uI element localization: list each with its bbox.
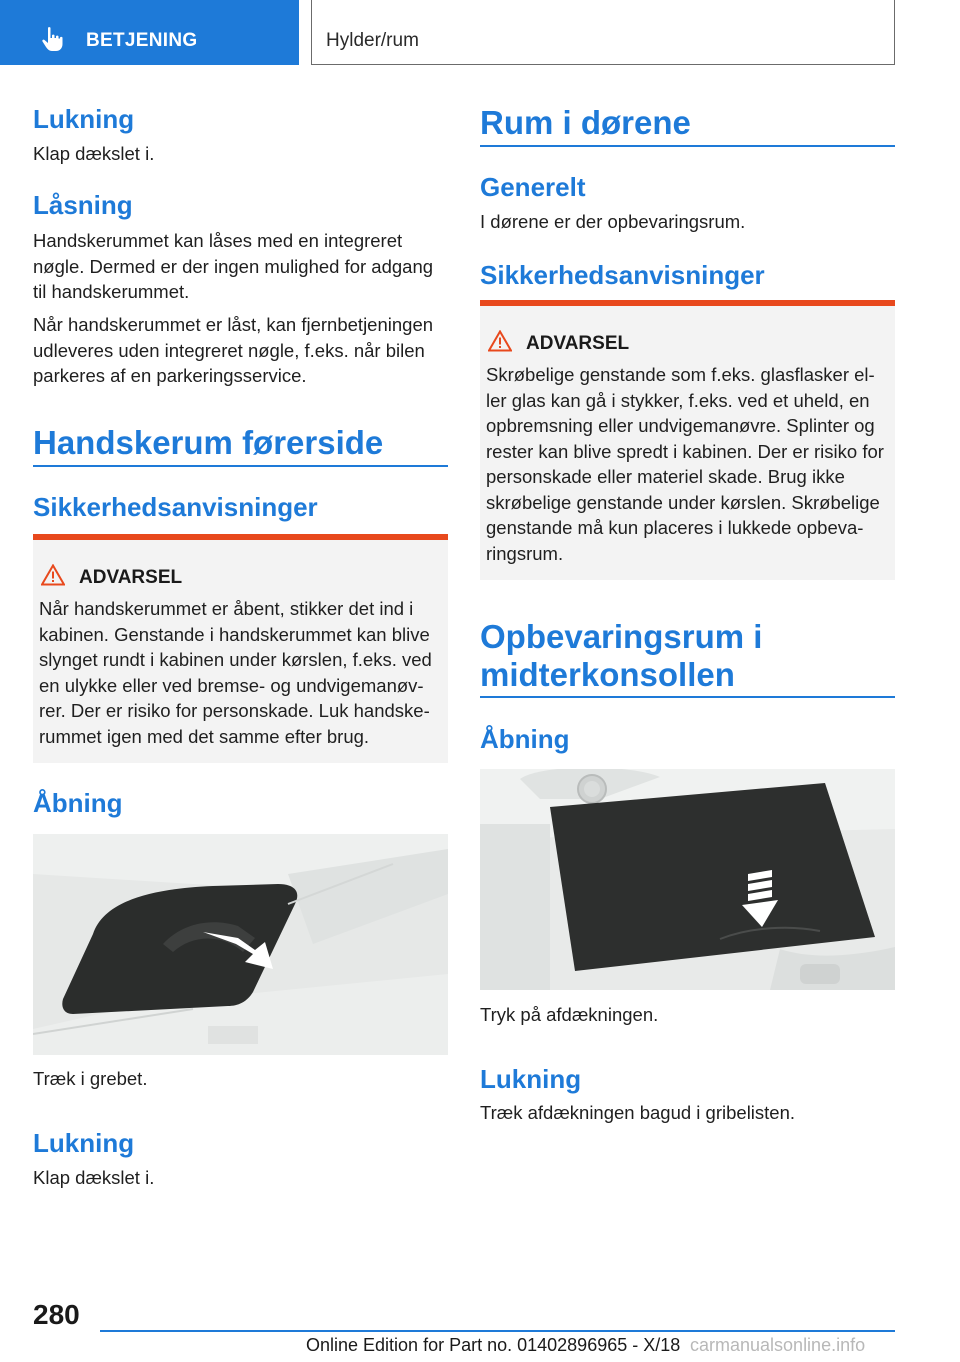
header-chapter-label: Hylder/rum xyxy=(326,30,419,51)
section-title-console: Opbevaringsrum i midterkonsollen xyxy=(480,618,763,693)
warning-triangle-icon xyxy=(488,330,512,352)
closing-text: Træk afdækningen bagud i gribelisten. xyxy=(480,1102,796,1123)
opening-caption: Tryk på afdækningen. xyxy=(480,1004,659,1025)
warning-box xyxy=(480,300,895,580)
console-illustration xyxy=(480,769,895,990)
closing-heading: Lukning xyxy=(33,104,135,134)
hand-pointer-icon xyxy=(40,26,66,52)
warning-box xyxy=(33,534,448,763)
locking-paragraph-2: Når handskerummet er låst, kan fjernbetjeningen udleveres uden integreret nøgle, f.eks. når bilen parkeres af en parkeringsservice. xyxy=(33,314,434,386)
section-title-doors: Rum i dørene xyxy=(480,104,691,141)
section-rule xyxy=(480,145,895,147)
footer-rule xyxy=(100,1330,895,1332)
footer-edition: Online Edition for Part no. 01402896965 - X/18 xyxy=(306,1335,681,1355)
opening-caption: Træk i grebet. xyxy=(33,1068,148,1089)
warning-triangle-icon xyxy=(41,564,65,586)
safety-heading: Sikkerhedsanvisninger xyxy=(33,492,318,522)
opening-heading: Åbning xyxy=(33,788,123,818)
locking-paragraph-1: Handskerummet kan låses med en integreret nøgle. Dermed er der ingen mulighed for adgang til handskerummet. xyxy=(33,230,434,302)
general-heading: Generelt xyxy=(480,172,586,202)
warning-text: Skrøbelige genstande som f.eks. glasflasker el-ler glas kan gå i stykker, f.eks. ved et uheld, en opbremsning eller undvigemanøvre. Splinter og rester kan blive spredt i kabinen. Der er risiko for personskade eller materiel skade. Brug ikke skrøbelige genstande under kørslen. Skrøbelige genstande må kun placeres i lukkede opbeva-ringsrum. xyxy=(486,364,884,564)
closing-text-2: Klap dækslet i. xyxy=(33,1167,155,1188)
warning-text: Når handskerummet er åbent, stikker det ind i kabinen. Genstande i handskerummet kan blive slynget rundt i kabinen under kørslen, f.eks. ved en ulykke eller ved bremse- og undvigemanøv-rer. Der er risiko for personskade. Luk handske-rummet igen med det samme efter brug. xyxy=(39,598,432,747)
locking-heading: Låsning xyxy=(33,190,133,220)
section-title-glovebox: Handskerum førerside xyxy=(33,424,384,461)
closing-heading-2: Lukning xyxy=(33,1128,135,1158)
footer-watermark: carmanualsonline.info xyxy=(690,1335,866,1355)
header-section-tab xyxy=(0,0,299,65)
general-text: I dørene er der opbevaringsrum. xyxy=(480,211,746,232)
opening-heading: Åbning xyxy=(480,724,570,754)
page-number: 280 xyxy=(33,1299,80,1330)
section-rule xyxy=(33,465,448,467)
header-section-label: BETJENING xyxy=(86,30,198,51)
glovebox-illustration xyxy=(33,834,448,1055)
section-rule xyxy=(480,696,895,698)
warning-title: ADVARSEL xyxy=(79,567,183,588)
warning-title: ADVARSEL xyxy=(526,333,630,354)
closing-text: Klap dækslet i. xyxy=(33,143,155,164)
closing-heading: Lukning xyxy=(480,1064,582,1094)
safety-heading: Sikkerhedsanvisninger xyxy=(480,260,765,290)
header-chapter xyxy=(311,0,895,65)
